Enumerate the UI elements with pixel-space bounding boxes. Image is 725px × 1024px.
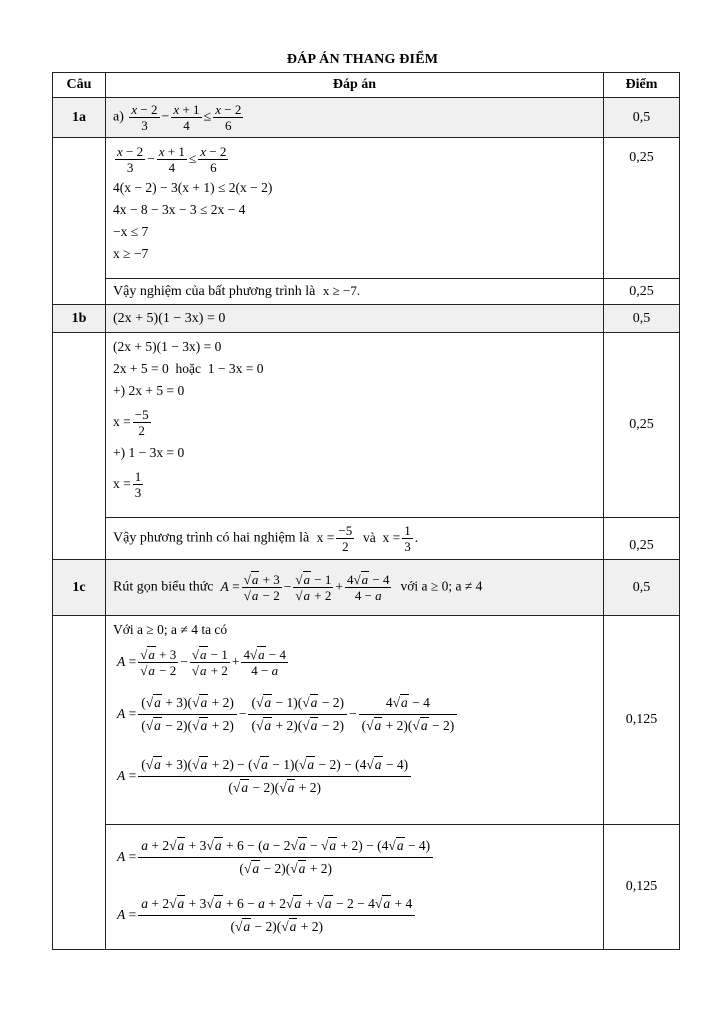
points-cell: 0,125 bbox=[604, 825, 680, 950]
points-cell: 0,25 bbox=[604, 138, 680, 279]
math-step: 4(x − 2) − 3(x + 1) ≤ 2(x − 2) bbox=[113, 180, 273, 195]
points-cell: 0,25 bbox=[604, 333, 680, 518]
question-1b-prompt: (2x + 5)(1 − 3x) = 0 bbox=[106, 305, 604, 333]
points-cell: 0,5 bbox=[604, 305, 680, 333]
answer-1a-conclusion: Vậy nghiệm của bất phương trình là x ≥ −7. bbox=[106, 279, 604, 305]
page-title: ĐÁP ÁN THANG ĐIỂM bbox=[286, 52, 439, 67]
question-1c-prompt: Rút gọn biểu thức A = √ a + 3 √ a − 2 − √ a − 1 √ a + 2 + $\frac{4√ a - 4}{4 - a}$ với a ≥ 0; a ≠ 4 bbox=[106, 560, 604, 616]
header-points: Điểm bbox=[604, 73, 680, 98]
math-step: −x ≤ 7 bbox=[113, 224, 149, 239]
answer-1a-steps: $\frac{x - 2}{3}$ − $\frac{x + 1}{4}$ ≤ $\frac{x - 2}{6}$ 4(x − 2) − 3(x + 1) ≤ 2(x − 2) 4x − 8 − 3x − 3 ≤ 2x − 4 −x ≤ 7 x ≥ −7 bbox=[106, 138, 604, 279]
points-cell: 0,25 bbox=[604, 279, 680, 305]
points-cell: 0,125 bbox=[604, 616, 680, 825]
table-row bbox=[53, 98, 680, 138]
points-cell: 0,5 bbox=[604, 98, 680, 138]
question-label-1b: 1b bbox=[53, 305, 106, 333]
table-header-row bbox=[53, 73, 680, 98]
answer-1c-block1: Với a ≥ 0; a ≠ 4 ta có A = √ a + 3 √ a − 2 − √ a − 1 √ a + 2 + $\frac{4√ a - 4}{4 - a}$ A = $\frac{(√ a + 3)(√ a + 2)}{(√ a - 2)(√ a + 2)}$ − $\frac{(√ a - 1)(√ a - 2)}{(√ a + 2)(√ a - 2)}$ − $\frac{4√ a - 4}{(√ a + 2)(√ a - 2)}$ A = $\frac{(√ a + 3)(√ a + 2) - (√ a - 1)(√ a - 2) - (4√ a - 4)}{(√ a - 2)(√ a + 2)}$ bbox=[106, 616, 604, 825]
table-row bbox=[53, 305, 680, 333]
answer-table bbox=[52, 72, 680, 950]
question-label-1c: 1c bbox=[53, 560, 106, 616]
table-row bbox=[53, 279, 680, 305]
points-cell: 0,25 bbox=[604, 518, 680, 560]
answer-1b-conclusion: Vậy phương trình có hai nghiệm là x = $\frac{-5}{2}$ và x = $\frac{1}{3}$ . bbox=[106, 518, 604, 560]
table-row bbox=[53, 333, 680, 518]
table-row bbox=[53, 518, 680, 560]
answer-1b-steps: (2x + 5)(1 − 3x) = 0 2x + 5 = 0 hoặc 1 − 3x = 0 +) 2x + 5 = 0 x = $\frac{-5}{2}$ +) 1 − 3x = 0 x = $\frac{1}{3}$ bbox=[106, 333, 604, 518]
table-row bbox=[53, 616, 680, 825]
header-answer: Đáp án bbox=[106, 73, 604, 98]
answer-1c-block2: A = $\frac{a + 2√ a + 3√ a + 6 - (a - 2√ a - √ a + 2) - (4√ a - 4)}{(√ a - 2)(√ a + 2)}$ A = $\frac{a + 2√ a + 3√ a + 6 - a + 2√ a + √ a - 2 - 4√ a + 4}{(√ a - 2)(√ a + 2)}$ bbox=[106, 825, 604, 950]
table-row bbox=[53, 138, 680, 279]
math-step: 4x − 8 − 3x − 3 ≤ 2x − 4 bbox=[113, 202, 246, 217]
table-row bbox=[53, 560, 680, 616]
fraction: $\frac{x + 1}{4}$ bbox=[173, 102, 200, 133]
question-label-1a: 1a bbox=[53, 98, 106, 138]
prompt-prefix: a) bbox=[113, 109, 124, 125]
fraction: $\frac{x - 2}{6}$ bbox=[215, 102, 242, 133]
fraction: $\frac{x - 2}{3}$ bbox=[131, 102, 158, 133]
table-row bbox=[53, 825, 680, 950]
header-question: Câu bbox=[53, 73, 106, 98]
math-step: x ≥ −7 bbox=[113, 246, 149, 261]
question-1a-prompt: a) $\frac{x - 2}{3}$ − $\frac{x + 1}{4}$ ≤ $\frac{x - 2}{6}$ bbox=[106, 98, 604, 138]
points-cell: 0,5 bbox=[604, 560, 680, 616]
